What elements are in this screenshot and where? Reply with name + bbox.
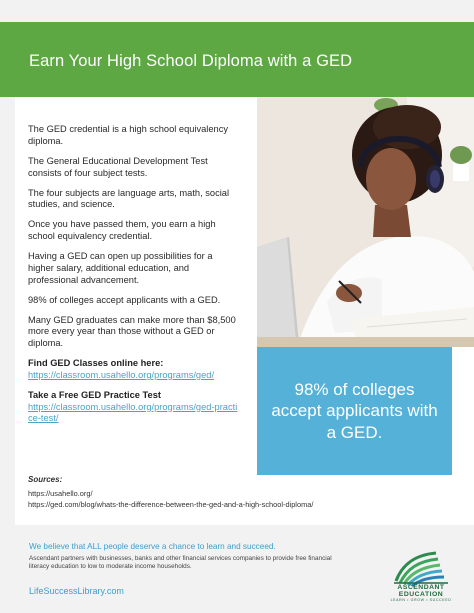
stat-callout [257, 347, 452, 475]
content-card [15, 97, 474, 525]
practice-test-link[interactable]: https://classroom.usahello.org/programs/ged-practice-test/ [28, 401, 238, 424]
logo-tagline: LEARN • GROW • SUCCEED [390, 598, 452, 602]
classes-link[interactable]: https://classroom.usahello.org/programs/ged/ [28, 370, 215, 381]
paragraph-colleges: 98% of colleges accept applicants with a GED. [28, 294, 221, 305]
source-item: https://ged.com/blog/whats-the-difference-between-the-ged-and-a-high-school-diploma/ [28, 500, 314, 509]
practice-link-block [28, 390, 238, 425]
source-item: https://usahello.org/ [28, 489, 93, 498]
page-title: Earn Your High School Diploma with a GED [29, 52, 353, 70]
info-column [28, 124, 238, 433]
logo-name-line1: ASCENDANT [397, 584, 445, 591]
practice-heading: Take a Free GED Practice Test [28, 389, 161, 400]
logo-name-line2: EDUCATION [398, 591, 444, 598]
footer-description: Ascendant partners with businesses, banks and other financial services companies to provide free financial literacy education to low to moderate income households. [29, 555, 332, 570]
paragraph-earnings: Many GED graduates can make more than $8,500 more every year than those without a GED or diploma. [28, 314, 236, 349]
sources-label: Sources: [28, 475, 63, 484]
student-illustration [257, 97, 474, 347]
paragraph-credential-earned: Once you have passed them, you earn a high school equivalency credential. [28, 219, 216, 242]
sources-section [28, 475, 468, 510]
callout-text: 98% of colleges accept applicants with a GED. [271, 379, 438, 442]
classes-heading: Find GED Classes online here: [28, 358, 164, 369]
footer-tagline: We believe that ALL people deserve a chance to learn and succeed. [29, 542, 276, 551]
footer-url[interactable]: LifeSuccessLibrary.com [29, 586, 124, 596]
logo-wordmark [384, 584, 458, 603]
paragraph-possibilities: Having a GED can open up possibilities for a higher salary, additional education, and professional advancement. [28, 251, 213, 285]
paragraph-test-overview: The General Educational Development Test consists of four subject tests. [28, 155, 208, 178]
title-banner [0, 22, 474, 97]
paragraph-subjects: The four subjects are language arts, math, social studies, and science. [28, 187, 230, 210]
student-photo [257, 97, 474, 347]
paragraph-ged-credential: The GED credential is a high school equivalency diploma. [28, 124, 228, 146]
classes-link-block [28, 358, 238, 382]
